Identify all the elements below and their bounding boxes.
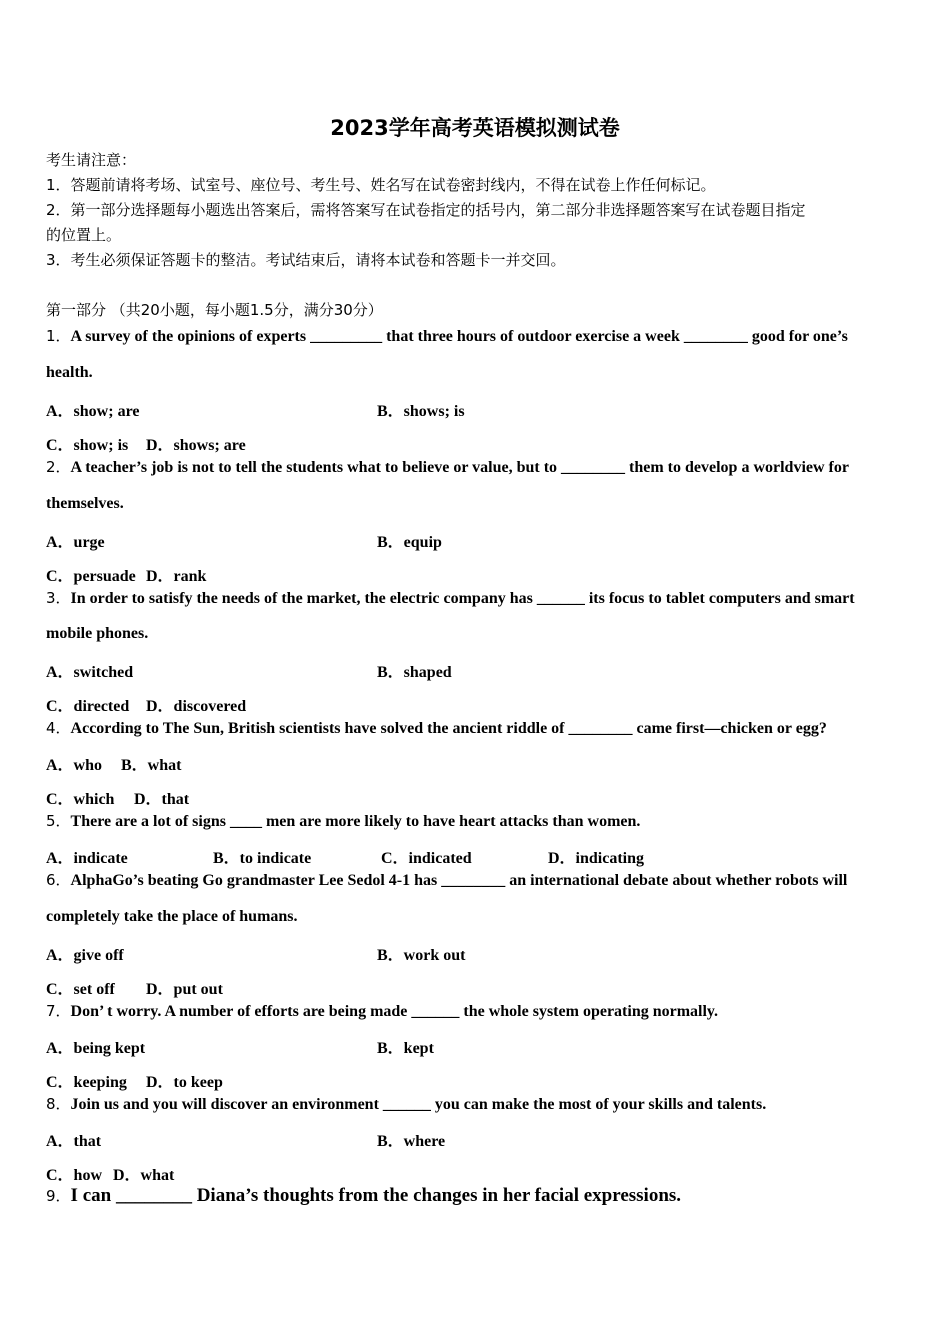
- question-number: 7．: [46, 1002, 71, 1020]
- question-text: Join us and you will discover an environment ______ you can make the most of your skills and talents.: [70, 1096, 767, 1113]
- option-a[interactable]: A．show; are: [46, 403, 140, 420]
- option-b[interactable]: B．what: [121, 757, 182, 774]
- option-a[interactable]: A．that: [46, 1133, 102, 1150]
- option-a[interactable]: A．give off: [46, 947, 124, 964]
- question-text: According to The Sun, British scientists have solved the ancient riddle of ________ came first—chicken or egg?: [70, 720, 827, 737]
- notice-item: 的位置上。: [46, 226, 122, 244]
- question-number: 9．: [46, 1187, 71, 1205]
- question-text: In order to satisfy the needs of the market, the electric company has ______ its focus to tablet computers and smart: [70, 590, 855, 607]
- question-6: [46, 868, 896, 893]
- question-text: Don’ t worry. A number of efforts are being made ______ the whole system operating normally.: [70, 1003, 719, 1020]
- question-text: There are a lot of signs ____ men are more likely to have heart attacks than women.: [70, 813, 641, 830]
- option-a[interactable]: A．who: [46, 757, 103, 774]
- option-d[interactable]: D．put out: [146, 981, 223, 998]
- option-c[interactable]: C．keeping: [46, 1074, 127, 1091]
- option-d[interactable]: D．that: [134, 791, 190, 808]
- question-number: 2．: [46, 458, 71, 476]
- option-c[interactable]: C．indicated: [381, 850, 472, 867]
- option-c[interactable]: C．how: [46, 1167, 103, 1184]
- question-3: [46, 586, 896, 611]
- option-c[interactable]: C．directed: [46, 698, 130, 715]
- question-continuation: completely take the place of humans.: [46, 908, 298, 925]
- option-b[interactable]: B．kept: [377, 1040, 434, 1057]
- question-2: [46, 455, 896, 480]
- question-text: I can ________ Diana’s thoughts from the changes in her facial expressions.: [70, 1185, 682, 1206]
- option-a[interactable]: A．indicate: [46, 850, 128, 867]
- section-heading: 第一部分 （共20小题，每小题1.5分，满分30分）: [46, 301, 383, 319]
- question-continuation: themselves.: [46, 495, 124, 512]
- question-4: [46, 716, 896, 741]
- option-b[interactable]: B．where: [377, 1133, 446, 1150]
- option-b[interactable]: B．to indicate: [213, 850, 312, 867]
- question-1: [46, 324, 896, 349]
- option-c[interactable]: C．which: [46, 791, 115, 808]
- question-number: 1．: [46, 327, 71, 345]
- notice-item: 2．第一部分选择题每小题选出答案后，需将答案写在试卷指定的括号内，第二部分非选择题答案写在试卷题目指定: [46, 201, 806, 219]
- question-8: [46, 1092, 896, 1117]
- option-d[interactable]: D．shows; are: [146, 437, 246, 454]
- question-7: [46, 999, 896, 1024]
- question-continuation: mobile phones.: [46, 625, 149, 642]
- option-b[interactable]: B．equip: [377, 534, 442, 551]
- option-a[interactable]: A．switched: [46, 664, 134, 681]
- option-d[interactable]: D．discovered: [146, 698, 247, 715]
- option-b[interactable]: B．shaped: [377, 664, 452, 681]
- option-d[interactable]: D．rank: [146, 568, 207, 585]
- question-number: 8．: [46, 1095, 71, 1113]
- notice-item: 3．考生必须保证答题卡的整洁。考试结束后，请将本试卷和答题卡一并交回。: [46, 251, 566, 269]
- notice-heading: 考生请注意：: [46, 151, 137, 169]
- question-9: [46, 1184, 896, 1208]
- option-c[interactable]: C．persuade: [46, 568, 136, 585]
- option-a[interactable]: A．being kept: [46, 1040, 146, 1057]
- question-text: A survey of the opinions of experts _________ that three hours of outdoor exercise a week ________ good for one’s: [70, 328, 848, 345]
- question-number: 4．: [46, 719, 71, 737]
- question-text: A teacher’s job is not to tell the students what to believe or value, but to ________ them to develop a worldview for: [70, 459, 849, 476]
- option-a[interactable]: A．urge: [46, 534, 105, 551]
- option-d[interactable]: D．indicating: [548, 850, 645, 867]
- option-d[interactable]: D．to keep: [146, 1074, 223, 1091]
- option-b[interactable]: B．shows; is: [377, 403, 465, 420]
- question-number: 3．: [46, 589, 71, 607]
- page-title: 2023学年高考英语模拟测试卷: [330, 116, 620, 140]
- option-c[interactable]: C．show; is: [46, 437, 129, 454]
- option-b[interactable]: B．work out: [377, 947, 466, 964]
- question-number: 5．: [46, 812, 71, 830]
- notice-item: 1．答题前请将考场、试室号、座位号、考生号、姓名写在试卷密封线内，不得在试卷上作任何标记。: [46, 176, 716, 194]
- question-text: AlphaGo’s beating Go grandmaster Lee Sedol 4-1 has ________ an international debate about whether robots will: [70, 872, 848, 889]
- question-number: 6．: [46, 871, 71, 889]
- option-d[interactable]: D．what: [113, 1167, 175, 1184]
- question-5: [46, 809, 896, 834]
- option-c[interactable]: C．set off: [46, 981, 115, 998]
- question-continuation: health.: [46, 364, 93, 381]
